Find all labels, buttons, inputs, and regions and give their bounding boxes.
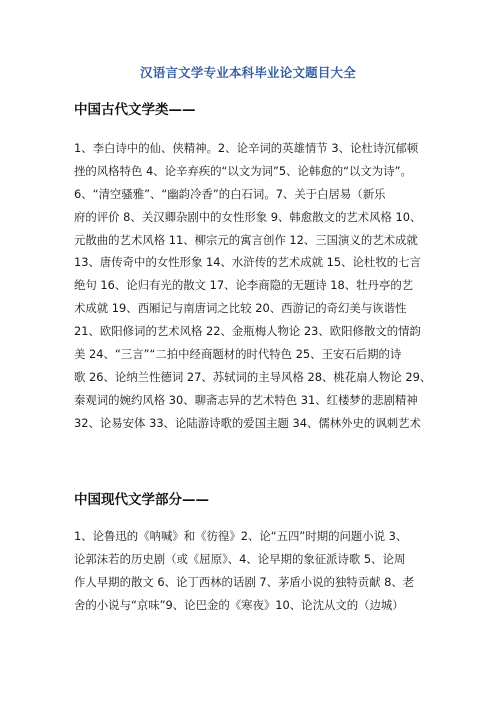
text-line: 1、李白诗中的仙、侠精神。2、论辛词的英雄情节 3、论杜诗沉郁顿 <box>74 141 419 155</box>
text-line: 歌 26、论纳兰性德词 27、苏轼词的主导风格 28、桃花扇人物论 29、 <box>74 369 432 384</box>
document-title: 汉语言文学专业本科毕业论文题目大全 <box>140 65 356 80</box>
text-line: 美 24、“三言”“二拍中经商题材的时代特色 25、王安石后期的诗 <box>74 347 402 362</box>
text-line: 32、论易安体 33、论陆游诗歌的爱国主题 34、儒林外史的讽刺艺术 <box>74 415 421 430</box>
text-line: 6、“清空骚雅”、“幽韵冷香”的白石词。7、关于白居易（新乐 <box>74 186 386 201</box>
text-line: 元散曲的艺术风格 11、柳宗元的寓言创作 12、三国演义的艺术成就 <box>74 232 418 247</box>
text-line: 作人早期的散文 6、论丁西林的话剧 7、茅盾小说的独特贡献 8、老 <box>74 574 415 589</box>
text-line: 挫的风格特色 4、论辛弃疾的“以文为词”5、论韩愈的“以文为诗”。 <box>74 163 412 178</box>
text-line: 舍的小说与“京味”9、论巴金的《寒夜》10、论沈从文的（边城） <box>74 597 404 612</box>
text-line: 绝句 16、论归有光的散文 17、论李商隐的无题诗 18、牡丹亭的艺 <box>74 278 414 293</box>
text-line: 术成就 19、西厢记与南唐词之比较 20、西游记的奇幻美与诙谐性 <box>74 301 407 316</box>
text-line: 21、欧阳修词的艺术风格 22、金瓶梅人物论 23、欧阳修散文的情韵 <box>74 324 421 339</box>
text-line: 13、唐传奇中的女性形象 14、水浒传的艺术成就 15、论杜牧的七言 <box>74 255 421 270</box>
text-line: 秦观词的婉约风格 30、聊斋志异的艺术特色 31、红楼梦的悲剧精神 <box>74 392 418 407</box>
text-line: 1、论鲁迅的《呐喊》和《彷徨》2、论“五四”时期的问题小说 3、 <box>74 529 408 543</box>
section-body-modern-literature <box>74 525 424 617</box>
text-line: 府的评价 8、关汉卿杂剧中的女性形象 9、韩愈散文的艺术风格 10、 <box>74 209 422 224</box>
section-heading-ancient-literature: 中国古代文学类—— <box>74 102 196 118</box>
text-line: 论郭沫若的历史剧（或《屈原》、4、论早期的象征派诗歌 5、论周 <box>74 551 406 566</box>
section-heading-modern-literature: 中国现代文学部分—— <box>74 492 209 508</box>
section-body-ancient-literature <box>74 137 432 435</box>
